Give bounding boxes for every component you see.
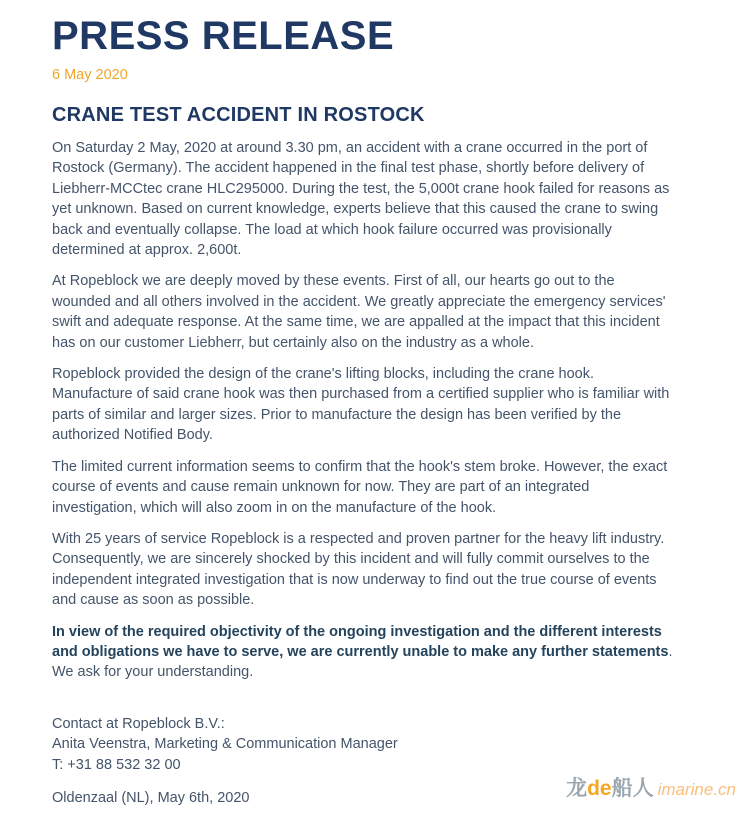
paragraph-accident-description: On Saturday 2 May, 2020 at around 3.30 pm, an accident with a crane occurred in the port of Rostock (Germany). The accident happened in the final test phase, shortly before delivery of Liebherr-MCCtec crane HLC295000. During the test, the 5,000t crane hook failed for reasons as yet unknown. Based on current knowledge, experts believe that this caused the crane to swing back and eventually collapse. The load at which hook failure occurred was provisionally determined at approx. 2,600t. [52,140,670,259]
paragraph-investigation-status: The limited current information seems to confirm that the hook's stem broke. However, the exact course of events and cause remain unknown for now. They are part of an integrated investigation, which will also zoom in on the manufacture of the hook. [52,458,668,516]
paragraph-company-reaction: At Ropeblock we are deeply moved by these events. First of all, our hearts go out to the wounded and all others involved in the accident. We greatly appreciate the emergency services' swift and adequate response. At the same time, we are appalled at the impact that this incident has on our customer Liebherr, but certainly also on the industry as a whole. [52,273,666,351]
paragraph-statement [52,622,674,683]
watermark-de-text: de [587,777,612,800]
article-heading: CRANE TEST ACCIDENT IN ROSTOCK [52,104,425,126]
watermark-cn-text-1: 龙 [566,777,588,800]
watermark [566,778,736,801]
statement-bold-text: In view of the required objectivity of the ongoing investigation and the different interests and obligations we have to serve, we are currently unable to make any further statements [52,623,669,660]
statement-normal-text: . We ask for your understanding. [52,643,673,681]
contact-block [52,714,692,775]
contact-intro: Contact at Ropeblock B.V.: [52,715,225,732]
page-title: PRESS RELEASE [52,14,395,58]
watermark-site-text: imarine.cn [657,780,736,799]
watermark-cn-text-2: 船人 [611,777,654,800]
signoff-location-date: Oldenzaal (NL), May 6th, 2020 [52,789,250,806]
paragraph-design-manufacture: Ropeblock provided the design of the crane's lifting blocks, including the crane hook. Manufacture of said crane hook was then purchased from a certified supplier who is familiar with parts of similar and larger sizes. Prior to manufacture the design has been verified by the authorized Notified Body. [52,366,670,444]
release-date: 6 May 2020 [52,67,128,83]
paragraph-company-commitment: With 25 years of service Ropeblock is a respected and proven partner for the heavy lift industry. Consequently, we are sincerely shocked by this incident and will fully commit ourselves to the independent integrated investigation that is now underway to find out the true course of events and cause as soon as possible. [52,530,665,609]
contact-person: Anita Veenstra, Marketing & Communication Manager [52,736,398,753]
contact-phone: T: +31 88 532 32 00 [52,756,181,773]
